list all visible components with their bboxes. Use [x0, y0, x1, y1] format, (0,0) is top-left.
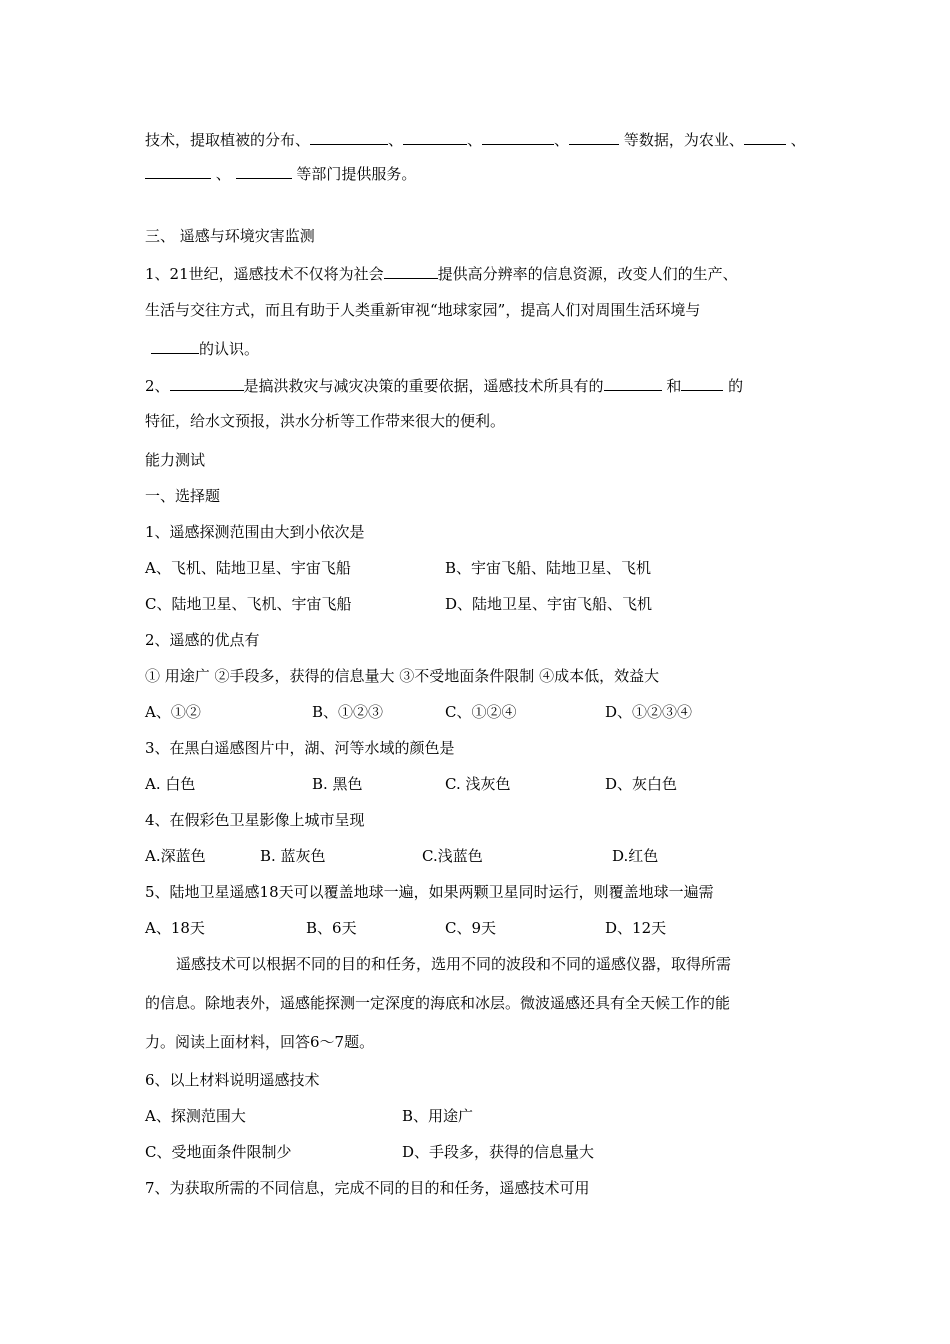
- passage-line: 的信息。除地表外，遥感能探测一定深度的海底和冰层。微波遥感还具有全天候工作的能: [145, 994, 731, 1012]
- blank: [403, 128, 467, 145]
- text: 、: [554, 131, 570, 149]
- blank: [482, 128, 554, 145]
- q1-line-2: 生活与交往方式，而且有助于人类重新审视“地球家园”，提高人们对周围生活环境与: [145, 301, 701, 319]
- blank: [604, 374, 662, 391]
- text: 、: [790, 131, 806, 149]
- part-title: 一、选择题: [145, 487, 221, 505]
- q1-line-3: [145, 337, 259, 359]
- text: 、: [388, 131, 404, 149]
- q2-line-2: 特征，给水文预报，洪水分析等工作带来很大的便利。: [145, 412, 506, 430]
- text: 的认识。: [199, 340, 260, 358]
- question-stem: 3、在黑白遥感图片中，湖、河等水域的颜色是: [145, 739, 455, 757]
- question-sub: ① 用途广 ②手段多，获得的信息量大 ③不受地面条件限制 ④成本低，效益大: [145, 667, 660, 685]
- question-stem: 5、陆地卫星遥感18天可以覆盖地球一遍，如果两颗卫星同时运行，则覆盖地球一遍需: [145, 883, 714, 901]
- option-c: C、受地面条件限制少: [145, 1143, 292, 1161]
- text: 提供高分辨率的信息资源，改变人们的生产、: [437, 265, 738, 283]
- text: 等数据，为农业、: [623, 131, 744, 149]
- question-stem: 1、遥感探测范围由大到小依次是: [145, 523, 365, 541]
- option-a: A. 白色: [145, 775, 196, 793]
- option-c: C、①②④: [445, 703, 517, 721]
- option-d: D、12天: [605, 919, 667, 937]
- option-d: D、陆地卫星、宇宙飞船、飞机: [445, 595, 653, 613]
- text: 和: [666, 377, 682, 395]
- text: 2、: [145, 377, 170, 395]
- section-heading: 三、 遥感与环境灾害监测: [145, 227, 315, 245]
- option-a: A、18天: [145, 919, 205, 937]
- option-b: B、①②③: [312, 703, 384, 721]
- option-b: B、6天: [306, 919, 357, 937]
- option-c: C. 浅灰色: [445, 775, 511, 793]
- ability-title: 能力测试: [145, 451, 206, 469]
- text: 的: [728, 377, 744, 395]
- blank: [569, 128, 619, 145]
- option-b: B、用途广: [402, 1107, 474, 1125]
- option-d: D、①②③④: [605, 703, 693, 721]
- blank: [145, 162, 211, 179]
- text: 技术，提取植被的分布、: [145, 131, 311, 149]
- option-c: C.浅蓝色: [422, 847, 483, 865]
- blank: [310, 128, 388, 145]
- text: 、: [215, 165, 231, 183]
- question-stem: 4、在假彩色卫星影像上城市呈现: [145, 811, 365, 829]
- question-stem: 6、以上材料说明遥感技术: [145, 1071, 320, 1089]
- option-c: C、陆地卫星、飞机、宇宙飞船: [145, 595, 352, 613]
- question-stem: 2、遥感的优点有: [145, 631, 260, 649]
- option-d: D.红色: [612, 847, 659, 865]
- blank: [151, 337, 199, 354]
- blank: [681, 374, 723, 391]
- option-b: B、宇宙飞船、陆地卫星、飞机: [445, 559, 652, 577]
- blank: [384, 262, 438, 279]
- q2-line-1: [145, 374, 743, 396]
- blank: [170, 374, 244, 391]
- passage-line: 力。阅读上面材料，回答6～7题。: [145, 1033, 375, 1051]
- option-d: D、灰白色: [605, 775, 678, 793]
- text: 1、21世纪，遥感技术不仅将为社会: [145, 265, 384, 283]
- fill-line-2: [145, 162, 416, 184]
- text: 是搞洪救灾与减灾决策的重要依据，遥感技术所具有的: [243, 377, 604, 395]
- option-c: C、9天: [445, 919, 497, 937]
- option-d: D、手段多，获得的信息量大: [402, 1143, 595, 1161]
- text: 等部门提供服务。: [296, 165, 417, 183]
- blank: [744, 128, 786, 145]
- option-b: B. 黑色: [312, 775, 363, 793]
- question-stem: 7、为获取所需的不同信息，完成不同的目的和任务，遥感技术可用: [145, 1179, 590, 1197]
- q1-line-1: [145, 262, 738, 284]
- option-a: A、①②: [145, 703, 201, 721]
- text: 、: [467, 131, 483, 149]
- option-b: B. 蓝灰色: [260, 847, 326, 865]
- option-a: A、探测范围大: [145, 1107, 246, 1125]
- option-a: A.深蓝色: [145, 847, 206, 865]
- blank: [236, 162, 292, 179]
- fill-line-1: [145, 128, 806, 150]
- option-a: A、飞机、陆地卫星、宇宙飞船: [145, 559, 351, 577]
- passage-line: 遥感技术可以根据不同的目的和任务，选用不同的波段和不同的遥感仪器，取得所需: [176, 955, 732, 973]
